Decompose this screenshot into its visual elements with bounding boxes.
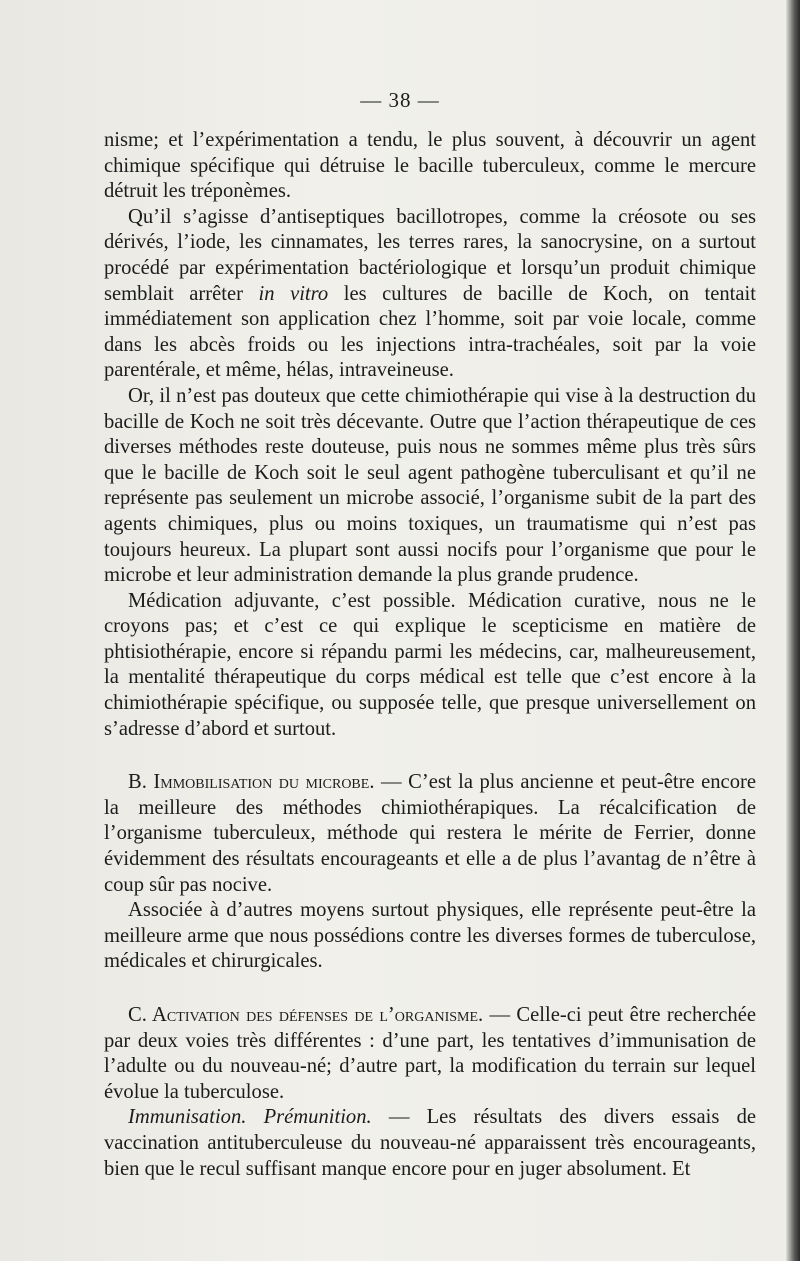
paragraph-text: — Les résultats des divers essais de vaccination antituberculeuse du nouveau-né apparaissent très encourageants, bien que le recul suffisant manque encore pour en juger absolument. Et <box>104 1106 757 1180</box>
paragraph-antiseptics <box>104 205 756 384</box>
paragraph-chimiotherapie: Or, il n’est pas douteux que cette chimiothérapie qui vise à la destruction du bacille de Koch ne soit très décevante. Outre que l’action thérapeutique de ces diverses méthodes reste douteuse, puis nous ne sommes même plus très sûrs que le bacille de Koch soit le seul agent pathogène tuberculisant et qu’il ne représente pas seulement un microbe associé, l’organisme subit de la part des agents chimiques, plus ou moins toxiques, un traumatisme qui n’est pas toujours heureux. La plupart sont aussi nocifs pour l’organisme que pour le microbe et leur administration demande la plus grande prudence. <box>104 384 756 587</box>
paragraph-immunisation <box>104 1105 756 1182</box>
subsection-heading: Immunisation. Prémunition. <box>128 1106 372 1129</box>
body-text <box>104 128 756 1182</box>
paragraph-text: — C’est la plus ancienne et peut-être encore la meilleure des méthodes chimiothérapiques. La récalcification de l’organisme tuberculeux, méthode qui restera le mérite de Ferrier, donne évidemment des résultats encourageants et elle a de plus l’avantag de n’être à coup sûr pas nocive. <box>104 771 756 896</box>
page-number: — 38 — <box>360 88 440 112</box>
italic-term: in vitro <box>258 282 329 305</box>
paragraph-medication: Médication adjuvante, c’est possible. Médication curative, nous ne le croyons pas; et c’est ce qui explique le scepticisme en matière de phtisiothérapie, encore si répandu parmi les médecins, car, malheureusement, la mentalité thérapeutique du corps médical est telle que c’est encore à la chimiothérapie spécifique, ou supposée telle, que presque universellement on s’adresse d’abord et surtout. <box>104 589 756 740</box>
paragraph-continuation: nisme; et l’expérimentation a tendu, le plus souvent, à découvrir un agent chimique spécifique qui détruise le bacille tuberculeux, comme le mercure détruit les tréponèmes. <box>104 129 756 203</box>
paragraph-associee: Associée à d’autres moyens surtout physiques, elle représente peut-être la meilleure arme que nous possédions contre les diverses formes de tuberculose, médicales et chirurgicales. <box>104 899 756 973</box>
paragraph-text: — Celle-ci peut être recherchée par deux voies très différentes : d’une part, les tentatives d’immunisation de l’adulte ou du nouveau-né; d’autre part, la modification du terrain sur lequel évolue la tuberculose. <box>104 1004 756 1103</box>
section-heading: B. Immobilisation du microbe. <box>128 771 375 794</box>
section-b <box>104 770 756 898</box>
page-edge-shadow <box>786 0 800 1261</box>
paragraph-text: les cultures de bacille de Koch, on tentait immédiatement son application chez l’homme, soit par voie locale, comme dans les abcès froids ou les injections intra-trachéales, soit par la voie parentérale, et même, hélas, intraveineuse. <box>104 282 756 382</box>
section-heading: C. Activation des défenses de l’organisme. <box>128 1004 484 1026</box>
section-c <box>104 1003 756 1105</box>
section-gap <box>104 742 756 770</box>
paragraph-text: Qu’il s’agisse d’antiseptiques bacillotropes, comme la créosote ou ses dérivés, l’iode, les cinnamates, les terres rares, la sanocrysine, on a surtout procédé par expérimentation bactériologique et lorsqu’un produit chimique semblait arrêter <box>104 205 756 305</box>
section-gap <box>104 975 756 1003</box>
